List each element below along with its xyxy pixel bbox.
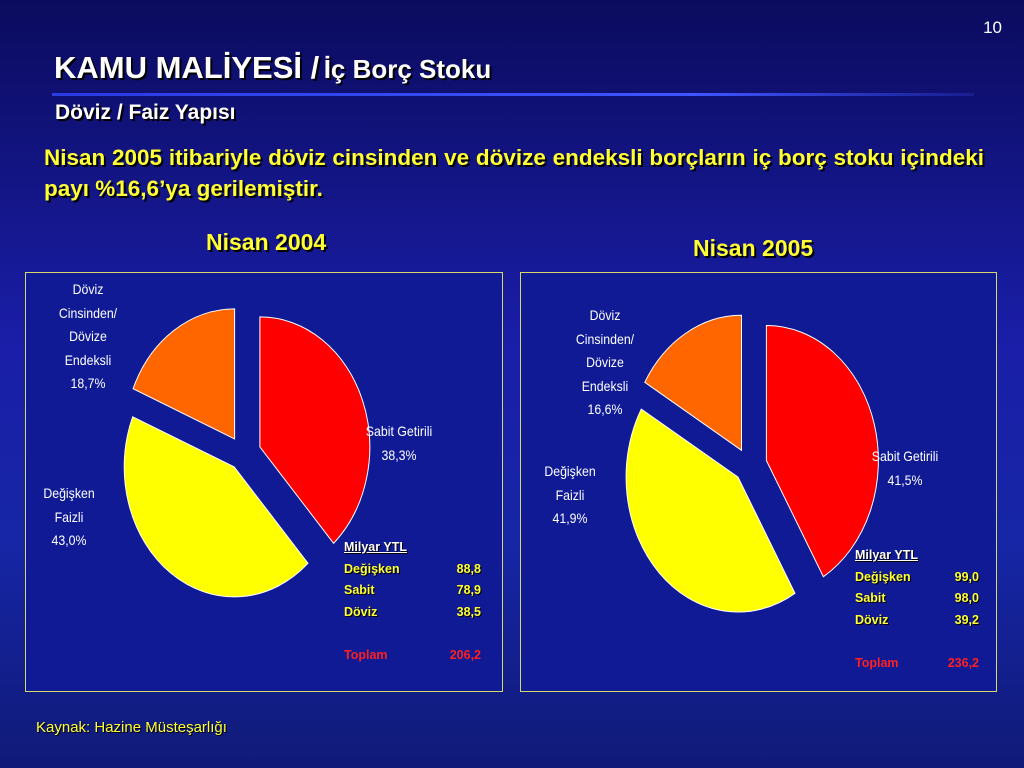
headline-text: Nisan 2005 itibariyle döviz cinsinden ve dövize endeksli borçların iç borç stoku içindeki payı %16,6’ya gerilemiştir. <box>44 145 984 201</box>
table-row: Sabit 98,0 <box>855 591 979 605</box>
slice-label-doviz: Döviz Cinsinden/ Dövize Endeksli 16,6% <box>575 307 635 417</box>
title-main: KAMU MALİYESİ / <box>54 50 320 85</box>
table-row: Döviz 39,2 <box>855 612 979 627</box>
table-row: Sabit 78,9 <box>344 583 481 597</box>
table-row: Değişken 88,8 <box>344 561 481 576</box>
table-total-row: Toplam 206,2 <box>344 648 481 662</box>
slice-doviz-endeksli <box>133 309 235 439</box>
chart-panel-2004 <box>25 272 503 692</box>
slice-label-sabit: Sabit Getirili 38,3% <box>365 423 433 463</box>
slice-label-degisken: Değişken Faizli 41,9% <box>544 463 596 526</box>
table-row: Döviz 38,5 <box>344 604 481 619</box>
slide-number: 10 <box>983 18 1002 37</box>
table-header: Milyar YTL <box>855 548 918 562</box>
chart-title-2004: Nisan 2004 <box>206 229 327 255</box>
table-header: Milyar YTL <box>344 540 407 554</box>
title-divider <box>52 93 974 96</box>
data-table-2005 <box>855 545 979 675</box>
slice-label-sabit: Sabit Getirili 41,5% <box>871 448 939 488</box>
table-total-row: Toplam 236,2 <box>855 656 979 670</box>
chart-title-2005: Nisan 2005 <box>693 235 814 261</box>
table-row: Değişken 99,0 <box>855 569 979 584</box>
page-title <box>54 50 491 86</box>
slice-label-degisken: Değişken Faizli 43,0% <box>43 485 95 548</box>
chart-panel-2005 <box>520 272 997 692</box>
data-table-2004 <box>344 537 481 667</box>
title-sub: İç Borç Stoku <box>323 54 492 84</box>
slice-label-doviz: Döviz Cinsinden/ Dövize Endeksli 18,7% <box>58 281 118 391</box>
slice-sabit-getirili <box>260 317 370 543</box>
slice-sabit-getirili <box>766 326 878 577</box>
page-subtitle: Döviz / Faiz Yapısı <box>55 101 236 124</box>
source-note: Kaynak: Hazine Müsteşarlığı <box>36 719 227 736</box>
